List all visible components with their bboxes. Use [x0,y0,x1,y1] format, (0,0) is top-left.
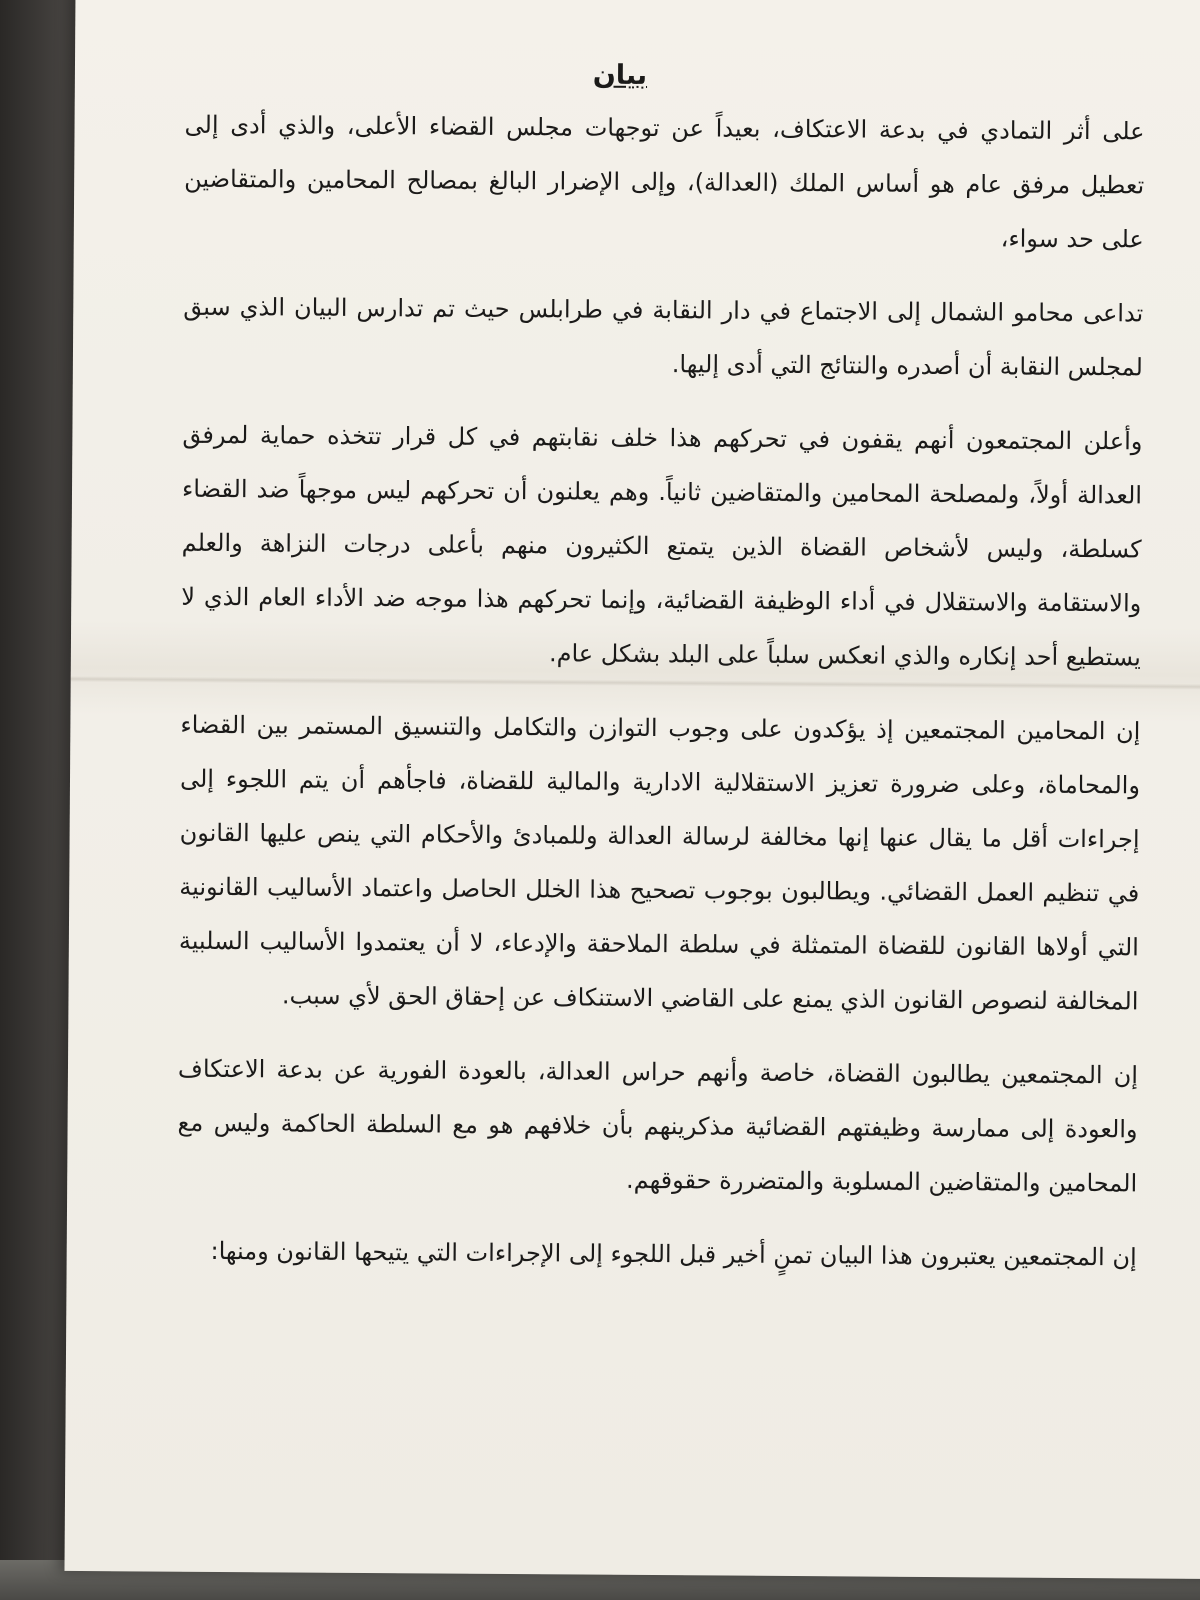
paragraph-4: إن المحامين المجتمعين إذ يؤكدون على وجوب التوازن والتكامل والتنسيق المستمر بين القضاء والمحاماة، وعلى ضرورة تعزيز الاستقلالية الادارية والمالية للقضاة، فاجأهم أن يتم اللجوء إلى إجراءات أقل ما يقال عنها إنها مخالفة لرسالة العدالة وللمبادئ والأحكام التي ينص عليها القانون في تنظيم العمل القضائي. ويطالبون بوجوب تصحيح هذا الخلل الحاصل واعتماد الأساليب القانونية التي أولاها القانون للقضاة المتمثلة في سلطة الملاحقة والإدعاء، لا أن يعتمدوا الأساليب السلبية المخالفة لنصوص القانون الذي يمنع على القاضي الاستنكاف عن إحقاق الحق لأي سبب. [178,710,1141,1016]
paper-sheet [64,0,1200,1579]
paragraph-5: إن المجتمعين يطالبون القضاة، خاصة وأنهم حراس العدالة، بالعودة الفورية عن بدعة الاعتكاف والعودة إلى ممارسة وظيفتهم القضائية مذكرينهم بأن خلافهم هو مع السلطة الحاكمة وليس مع المحامين والمتقاضين المسلوبة والمتضررة حقوقهم. [177,1054,1139,1198]
statement-title: بيان [592,59,648,91]
statement-body [176,57,1145,1305]
paragraph-2: تداعى محامو الشمال إلى الاجتماع في دار النقابة في طرابلس حيث تم تدارس البيان الذي سبق لمجلس النقابة أن أصدره والنتائج التي أدى إليها. [183,292,1144,382]
paragraph-3: وأعلن المجتمعون أنهم يقفون في تحركهم هذا خلف نقابتهم في كل قرار تتخذه حماية لمرفق العدالة أولاً، ولمصلحة المحامين والمتقاضين ثانياً. وهم يعلنون أن تحركهم ليس موجهاً ضد القضاء كسلطة، وليس لأشخاص القضاة الذين يتمتع الكثيرون منهم بأعلى درجات النزاهة والعلم والاستقامة والاستقلال في أداء الوظيفة القضائية، وإنما تحركهم هذا موجه ضد الأداء العام الذي لا يستطيع أحد إنكاره والذي انعكس سلباً على البلد بشكل عام. [181,420,1143,672]
paragraph-1: على أثر التمادي في بدعة الاعتكاف، بعيداً عن توجهات مجلس القضاء الأعلى، والذي أدى إلى تعطيل مرفق عام هو أساس الملك (العدالة)، وإلى الإضرار البالغ بمصالح المحامين والمتقاضين على حد سواء، [184,110,1145,254]
paragraph-6: إن المجتمعين يعتبرون هذا البيان تمنٍ أخير قبل اللجوء إلى الإجراءات التي يتيحها القانون ومنها: [210,1236,1137,1272]
